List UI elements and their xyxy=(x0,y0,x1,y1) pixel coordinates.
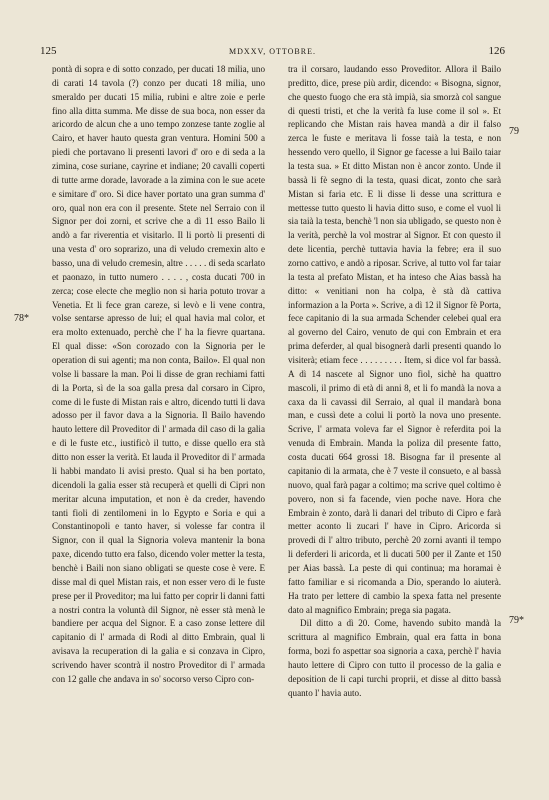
right-paragraph: tra il corsaro, laudando esso Proveditor. Allora il Bailo preditto, dice, prese più ardir, dicendo: « Bisogna, signor, che questo fuogo che era stà impià, sia smorzà col sangue di questi tristi, et che la verità fa luse come il sol ». Et replicando che Mistan rais havea mandà a dir il falso zerca le fuste e meritava li fosse taià la testa, e non hessendo vero quello, il Signor ge facesse a lui Bailo taiar la testa sua. » Et ditto Mistan non è ancor zonto. Unde il bassà li fè segno di la testa, quasi dicat, zonto che sarà Mistan si faria etc. E li disse li desse una scrittura e mettesse tutto questo li havia ditto suso, e come el vuol li sia taià la testa, benchè 'l non sia ubligado, se questo non è la verità, perchè la vol mostrar al Signor. Et con questo il dete licentia, perchè tuttavia havia la febre; era il suo zorno cattivo, e andò a riposar. Scrive, al tutto vol far taiar la testa al prefato Mistan, et ha inteso che Aias bassà ha ditto: « venitiani non ha colpa, è stà dà cattiva informazion a la Porta ». Scrive, a dì 12 il Signor fè Porta, fece capitanio di la sua armada Schender celebei qual era al governo del Cairo, venuto de qui con Embrain et era prima deferder, al qual bisognerà darli presenti quando lo visiterà; etiam fece . . . . . . . . . Item, si dice vol far bassà. A dì 14 nascete al Signor uno fiol, sichè ha quattro mascoli, il primo di età di anni 8, et li fo mandà la nova a caxa da li cavassi dil Serraio, al qual il mandarà bona man, e cussì dete a colui li portò la nova uno presente. Scrive, l' armata voleva far el Signor è referdita poi la venuda di Embrain. Manda la poliza dil presente fatto, costa ducati 664 grossi 18. Bisogna far il presente al capitanio di la armata, che è 7 veste il consueto, e al bassà nuovo, qual farà pagar a coltimo; ma scrive quel coltimo è povero, non si fa facende, vien poche nave. Hora che Embrain è zonto, darà li danari del tributo di Cipro e farà metter aconto li zucari l' have in Cipro. Aricorda si provedi di l' altro tributo, perchè 20 zorni avanti il tempo li deferderi li aricorda, et li ducati 500 per il Zante et 150 per Aias bassà. La peste di qui continua; ma horamai è fatto familiar e si ricomanda a Dio, sperando lo aiuterà. Ha trato per lettere di cambio la spexa fatta nel presente dato al magnifico Embrain; prega sia pagata. xyxy=(288,64,501,615)
page-number-left: 125 xyxy=(40,45,57,57)
margin-note-right-top: 79 xyxy=(509,126,519,137)
right-text-column xyxy=(288,63,501,701)
margin-note-left: 78* xyxy=(14,313,29,324)
running-title: MDXXV, OTTOBRE. xyxy=(229,47,316,56)
right-paragraph-dated: Dil ditto a dì 20. Come, havendo subito mandà la scrittura al magnifico Embrain, qual era fatta in bona forma, bozi fo aspettar soa signoria a caxa, perchè l' havia hauto lettere di Cipro con tutto il processo de la galia e deposition de li capi turchi proprii, et disse al ditto bassà quanto l' havia auto. xyxy=(288,618,501,698)
page-number-right: 126 xyxy=(488,45,505,57)
margin-note-right-bottom: 79* xyxy=(509,615,524,626)
page-header xyxy=(40,44,505,58)
left-text-column xyxy=(52,63,265,687)
left-paragraph: pontà di sopra e di sotto conzado, per ducati 18 milia, uno di carati 14 tavola (?) conzo per ducati 18 milia, uno smeraldo per ducati 15 milia, rubini e altre zoie e perle fino alla ditta summa. Me disse de sua boca, non esser da aricordo de alcun che a uno tempo zonzese tante zoglie al Cairo, et haver hauto questa gran ventura. Homini 500 a piedi che portavano li presenti lavori d' oro e di seda a la zimina, cose suriane, cayrine et indiane; 20 cavalli coperti di tutte arme dorade, lavorade a la zimina con le sue acete e simitare d' oro. Si dice haver portato una gran summa d' oro, qual non era con il presente. Stete nel Serraio con il Signor per doi zorni, et scrive che a dì 11 esso Bailo li andò a far riverentia et visitarlo. Il li portò li presenti di una vesta d' oro soprarizo, una di veludo cremexin alto e basso, una di veludo cremesin, altre . . . . . di seda scarlato et paonazo, in tutto numero . . . . , costa ducati 700 in zerca; cose electe che meglio non si haria potuto trovar a Venetia. Et li fece gran careze, si levò e li vene contra, volse sentarse apresso de lui; el qual havia mal color, et era molto extenuado, perchè che l' ha la fievre quartana. El qual disse: «Son corozado con la Signoria per le operation di sui agenti; ma non conta, Bailo». El qual non volse li bassare la man. Poi li disse de gran rechiami fatti di la Porta, sì de la soa galla presa dal corsaro in Cipro, come di le fuste di Mistan rais e altro, dicendo tutti li dava adosso per il favor dava a la Signoria. Il Bailo havendo hauto lettere dil Proveditor di l' armada dil caso di la galia e di le fuste etc., iustificò il tutto, e disse quello era stà ditto non esser la verità. Et lauda il Proveditor di l' armada li habbi mandato li avisi presto. Qual si ha ben portato, dicendoli la galia esser stà recuperà et quelli di Cipri non meritar alcuna imputation, et non è da creder, havendo tanti fioli di zentilomeni in lo Egypto e Soria e qui a Constantinopoli e tanto haver, si volesse far contra il Signor, con il qual la Signoria voleva mantenir la bona paxe, dicendo tutto era falso, dicendo voler metter la testa, benchè i Baili non siano obligati se queste cose è vere. E disse mal di quel Mistan rais, et non esser vero di le fuste prese per il Proveditor; ma lui fatto per coprir li danni fatti a nostri contra la voluntà dil Signor, nè esser stà menà le bandiere per acqua del Signor. E a caso zonse lettere dil capitanio di l' armada di Rodi al ditto Embrain, qual li avisava la recuperation di la galia e si conzava in Cipro, scrivendo haver scontrà il nostro Proveditor di l' armada con 12 galle che andava in so' socorso verso Cipro con- xyxy=(52,64,265,684)
